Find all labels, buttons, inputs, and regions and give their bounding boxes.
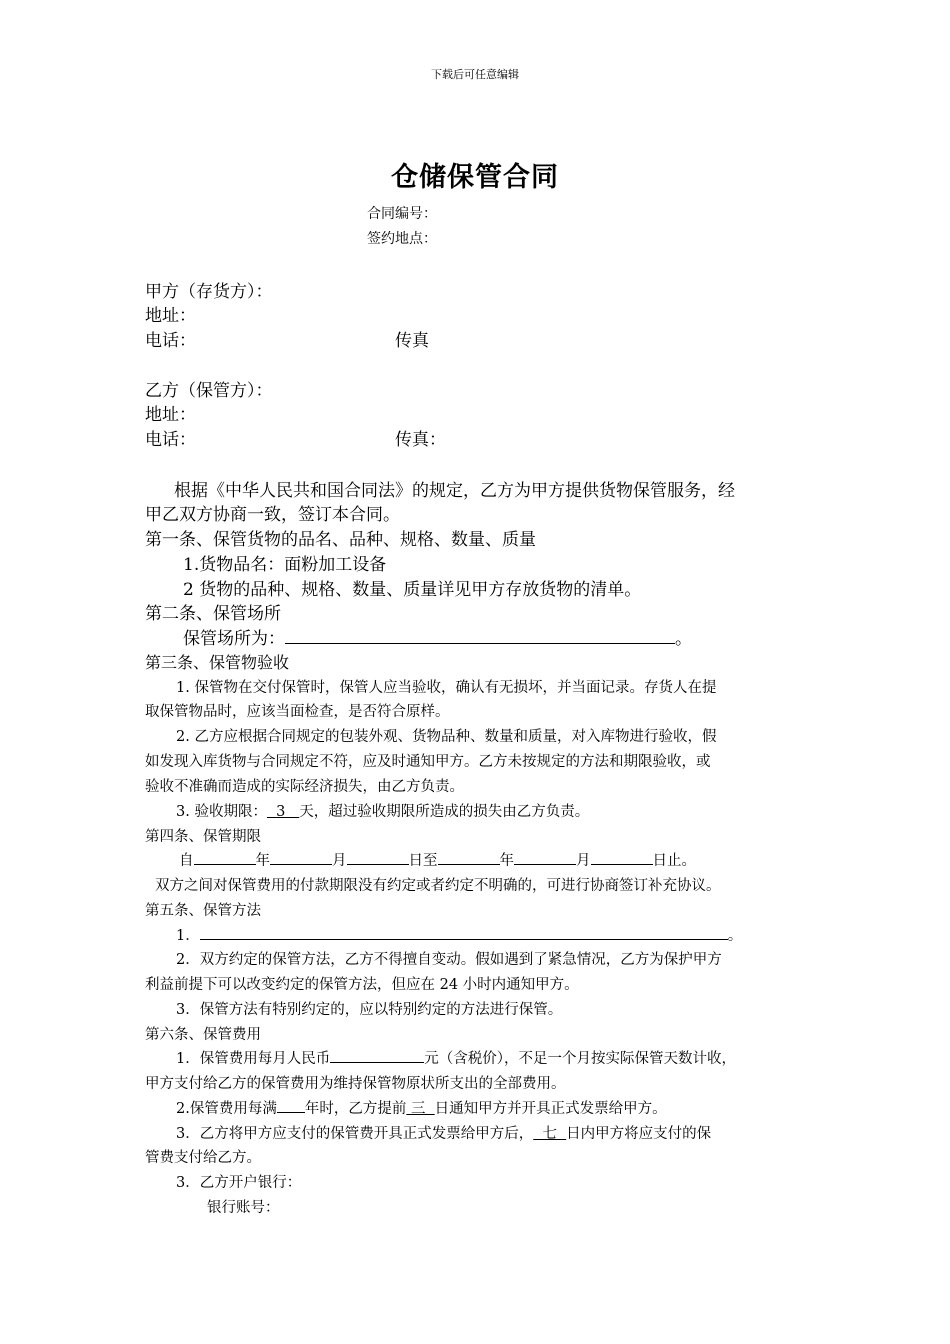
monthly-fee-blank[interactable] <box>330 1061 424 1063</box>
article-5-item-1 <box>176 924 742 945</box>
payment-text: 日内甲方将应支付的保 <box>566 1126 712 1142</box>
year-label-2: 年 <box>499 853 514 869</box>
storage-method-blank[interactable] <box>200 938 728 940</box>
article-5-item-2-line-1: 2．双方约定的保管方法，乙方不得擅自变动。假如遇到了紧急情况，乙方为保护甲方 <box>176 952 722 968</box>
intro-line-1: 根据《中华人民共和国合同法》的规定，乙方为甲方提供货物保管服务，经 <box>174 481 735 501</box>
fee-cycle-label: 2.保管费用每满 <box>176 1101 277 1117</box>
article-2-title: 第二条、保管场所 <box>145 604 281 624</box>
year-label: 年 <box>255 853 270 869</box>
article-4-title: 第四条、保管期限 <box>145 829 261 845</box>
end-day-blank[interactable] <box>591 863 653 865</box>
payment-label: 3．乙方将甲方应支付的保管费开具正式发票给甲方后， <box>176 1126 534 1142</box>
start-day-blank[interactable] <box>347 863 409 865</box>
end-month-blank[interactable] <box>514 863 576 865</box>
monthly-fee-text: 元（含税价），不足一个月按实际保管天数计收， <box>424 1051 736 1067</box>
article-6-item-1 <box>176 1047 736 1068</box>
sign-place-label: 签约地点： <box>367 231 437 247</box>
article-5-title: 第五条、保管方法 <box>145 903 261 919</box>
party-b-fax: 传真： <box>395 430 446 450</box>
storage-place-label: 保管场所为： <box>183 629 285 649</box>
fee-cycle-mid: 年时，乙方提前 <box>304 1101 407 1117</box>
article-6-item-3 <box>176 1122 711 1143</box>
start-month-blank[interactable] <box>270 863 332 865</box>
start-year-blank[interactable] <box>194 863 256 865</box>
item-1-end: 。 <box>727 928 743 944</box>
article-6-title: 第六条、保管费用 <box>145 1027 261 1043</box>
document-title: 仓储保管合同 <box>391 162 559 193</box>
bank-label: 3．乙方开户银行： <box>176 1175 302 1191</box>
monthly-fee-label: 1．保管费用每月人民币 <box>176 1051 331 1067</box>
storage-place-blank[interactable] <box>285 642 675 644</box>
article-6-item-3-line-2: 管费支付给乙方。 <box>145 1150 261 1166</box>
fee-cycle-blank[interactable] <box>277 1111 305 1113</box>
article-3-p1-line-1: 1. 保管物在交付保管时，保管人应当验收，确认有无损坏，并当面记录。存货人在提 <box>176 680 717 696</box>
article-3-p3 <box>176 800 589 821</box>
article-3-p2-line-2: 如发现入库货物与合同规定不符，应及时通知甲方。乙方未按规定的方法和期限验收，或 <box>145 754 711 770</box>
party-b-phone: 电话： <box>145 430 196 450</box>
party-a-phone: 电话： <box>145 331 196 351</box>
article-4-note: 双方之间对保管费用的付款期限没有约定或者约定不明确的，可进行协商签订补充协议。 <box>155 878 721 894</box>
storage-period-line <box>179 849 696 870</box>
day-to-label: 日至 <box>408 853 438 869</box>
intro-line-2: 甲乙双方协商一致，签订本合同。 <box>145 505 400 525</box>
bank-account-label: 银行账号： <box>207 1200 280 1216</box>
party-b-name: 乙方（保管方）： <box>145 381 273 401</box>
inspection-period-label: 3. 验收期限： <box>176 804 267 820</box>
inspection-period-text: 天，超过验收期限所造成的损失由乙方负责。 <box>299 804 590 820</box>
item-1-number: 1． <box>176 928 200 944</box>
article-6-item-1-line-2: 甲方支付给乙方的保管费用为维持保管物原状所支出的全部费用。 <box>145 1076 566 1092</box>
article-5-item-3: 3．保管方法有特别约定的，应以特别约定的方法进行保管。 <box>176 1002 563 1018</box>
party-a-name: 甲方（存货方）： <box>145 282 273 302</box>
from-label: 自 <box>179 853 194 869</box>
end-year-blank[interactable] <box>438 863 500 865</box>
article-3-p2-line-3: 验收不准确而造成的实际经济损失，由乙方负责。 <box>145 779 464 795</box>
article-3-p2-line-1: 2. 乙方应根据合同规定的包装外观、货物品种、数量和质量，对入库物进行验收，假 <box>176 729 717 745</box>
article-1-title: 第一条、保管货物的品名、品种、规格、数量、质量 <box>145 530 536 550</box>
article-1-item-1: 1.货物品名：面粉加工设备 <box>183 555 387 575</box>
fee-cycle-post: 日通知甲方并开具正式发票给甲方。 <box>434 1101 667 1117</box>
article-3-title: 第三条、保管物验收 <box>145 653 290 672</box>
payment-days-value[interactable]: 七 <box>542 1126 557 1142</box>
month-label: 月 <box>332 853 347 869</box>
article-6-item-2 <box>176 1097 667 1118</box>
day-end-label: 日止。 <box>652 853 696 869</box>
article-3-p1-line-2: 取保管物品时，应该当面检查，是否符合原样。 <box>145 704 450 720</box>
month-label-2: 月 <box>576 853 591 869</box>
article-5-item-2-line-2: 利益前提下可以改变约定的保管方法，但应在 24 小时内通知甲方。 <box>145 977 579 993</box>
party-a-fax: 传真 <box>395 331 429 351</box>
article-1-item-2: 2 货物的品种、规格、数量、质量详见甲方存放货物的清单。 <box>183 580 642 600</box>
article-2-item-1 <box>183 624 692 649</box>
notice-days-value[interactable]: 三 <box>410 1101 426 1117</box>
inspection-days-value[interactable]: 3 <box>276 804 286 820</box>
party-a-address: 地址： <box>145 306 196 326</box>
header-note: 下载后可任意编辑 <box>431 68 519 81</box>
party-b-address: 地址： <box>145 405 196 425</box>
storage-place-end: 。 <box>675 629 692 649</box>
contract-number-label: 合同编号： <box>367 206 437 222</box>
